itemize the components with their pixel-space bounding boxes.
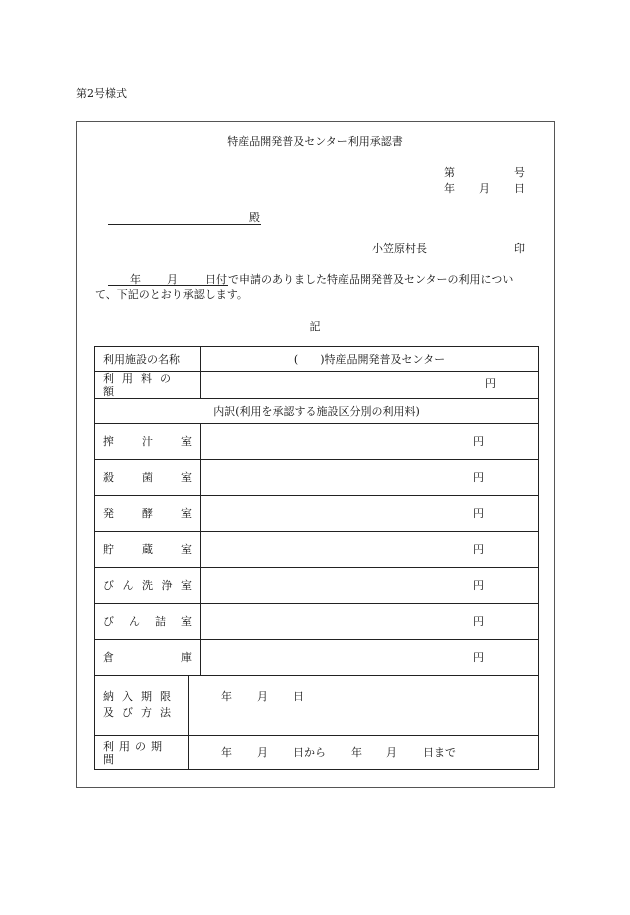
facility-label-cell (95, 347, 201, 372)
payment-label-line1: 納入期限 (103, 690, 179, 703)
room-label: 貯 蔵 室 (103, 543, 192, 556)
room-label-cell (95, 604, 201, 640)
room-label: 殺 菌 室 (103, 471, 192, 484)
body-year: 年 (130, 273, 141, 286)
period-month-1: 月 (257, 746, 268, 759)
payment-row (95, 676, 539, 736)
payment-month: 月 (257, 690, 268, 703)
room-fee-cell[interactable] (201, 460, 539, 496)
payment-day: 日 (293, 690, 304, 703)
room-fee-yen: 円 (473, 543, 484, 556)
fee-row (95, 372, 539, 399)
facility-value-cell[interactable] (201, 347, 539, 372)
payment-label-line2: 及び方法 (103, 706, 179, 719)
room-row (95, 496, 539, 532)
room-row (95, 604, 539, 640)
room-label: 発 酵 室 (103, 507, 192, 520)
issuer-name: 小笠原村長 (372, 242, 427, 255)
body-month: 月 (167, 273, 178, 286)
room-fee-cell[interactable] (201, 604, 539, 640)
room-label: 搾 汁 室 (103, 435, 192, 448)
body-text-line1: で申請のありました特産品開発普及センターの利用につい (228, 273, 514, 286)
fee-label: 利用料の額 (103, 372, 179, 398)
room-fee-yen: 円 (473, 471, 484, 484)
payment-value-cell[interactable] (189, 676, 539, 736)
addressee-line[interactable] (108, 224, 261, 225)
room-fee-cell[interactable] (201, 568, 539, 604)
room-label-cell (95, 496, 201, 532)
room-fee-yen: 円 (473, 507, 484, 520)
room-fee-cell[interactable] (201, 532, 539, 568)
form-number: 第2号様式 (76, 87, 127, 100)
fee-value-cell[interactable] (201, 372, 539, 399)
room-fee-cell[interactable] (201, 640, 539, 676)
body-day: 日付 (205, 273, 227, 286)
room-label-cell (95, 568, 201, 604)
period-value-cell[interactable] (189, 736, 539, 770)
room-fee-yen: 円 (473, 651, 484, 664)
room-label: 倉 庫 (103, 651, 192, 664)
period-day-2: 日まで (423, 746, 456, 759)
room-label-cell (95, 532, 201, 568)
doc-number-go: 号 (514, 166, 525, 179)
doc-number-dai: 第 (444, 166, 455, 179)
body-text-line2: て、下記のとおり承認します。 (95, 288, 248, 301)
room-row (95, 568, 539, 604)
room-label: び ん 詰 室 (103, 615, 192, 628)
addressee-suffix: 殿 (249, 211, 260, 224)
room-label-cell (95, 640, 201, 676)
room-row (95, 532, 539, 568)
fee-yen: 円 (485, 377, 496, 390)
room-fee-cell[interactable] (201, 496, 539, 532)
payment-label-cell (95, 676, 189, 736)
period-month-2: 月 (386, 746, 397, 759)
room-row (95, 640, 539, 676)
seal-mark: 印 (514, 242, 525, 255)
room-rows (95, 424, 539, 676)
period-day-1: 日から (293, 746, 326, 759)
approval-table (94, 346, 539, 770)
date-year: 年 (444, 182, 455, 195)
room-fee-cell[interactable] (201, 424, 539, 460)
room-label-cell (95, 424, 201, 460)
room-fee-yen: 円 (473, 579, 484, 592)
facility-label: 利用施設の名称 (103, 352, 180, 366)
room-fee-yen: 円 (473, 435, 484, 448)
period-label: 利用の期間 (103, 739, 167, 766)
period-label-cell (95, 736, 189, 770)
fee-label-cell (95, 372, 201, 399)
period-year-2: 年 (351, 746, 362, 759)
payment-year: 年 (221, 690, 232, 703)
date-month: 月 (479, 182, 490, 195)
breakdown-header-row (95, 399, 539, 424)
breakdown-header: 内訳(利用を承認する施設区分別の利用料) (95, 399, 539, 424)
period-row (95, 736, 539, 770)
period-year-1: 年 (221, 746, 232, 759)
facility-row (95, 347, 539, 372)
room-label: び ん 洗 浄 室 (103, 579, 192, 592)
ki-heading: 記 (309, 320, 321, 333)
room-row (95, 460, 539, 496)
facility-value: ( )特産品開発普及センター (293, 352, 446, 366)
document-title: 特産品開発普及センター利用承認書 (227, 135, 403, 148)
room-row (95, 424, 539, 460)
room-label-cell (95, 460, 201, 496)
room-fee-yen: 円 (473, 615, 484, 628)
date-day: 日 (514, 182, 525, 195)
